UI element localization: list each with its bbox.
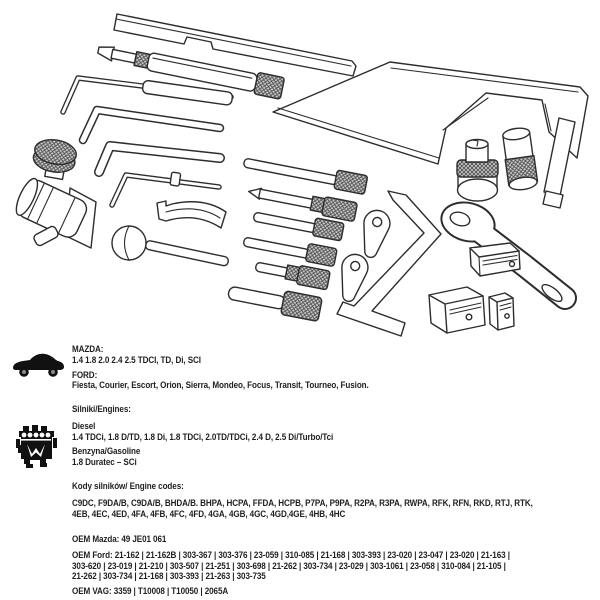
oem-ford-line: 21-262 | 303-734 | 21-168 | 303-393 | 21-263 | 303-735 bbox=[72, 571, 266, 582]
diesel-label: Diesel bbox=[72, 420, 96, 431]
small-block bbox=[489, 293, 514, 330]
ford-label: FORD: bbox=[72, 369, 98, 380]
petrol-value: 1.8 Duratec – SCi bbox=[72, 457, 137, 468]
ball-handle-pin bbox=[112, 226, 229, 266]
petrol-label: Benzyna/Gasoline bbox=[72, 446, 141, 457]
engine-codes-line: C9DC, F9DA/B, C9DA/B, BHDA/B. BHPA, HCPA, FFDA, HCPB, P7PA, P9PA, R2PA, R3PA, RWPA, RFK, RFN, RKD, RTJ, RTK, bbox=[72, 497, 533, 508]
timing-plate bbox=[273, 62, 588, 164]
mazda-models: 1.4 1.8 2.0 2.4 2.5 TDCI, TD, Di, SCI bbox=[72, 354, 201, 365]
ford-models: Fiesta, Courier, Escort, Orion, Sierra, Mondeo, Focus, Transit, Tourneo, Fusion. bbox=[72, 380, 369, 391]
hex-key-3 bbox=[99, 146, 220, 172]
oem-ford-line: 303-620 | 23-019 | 21-210 | 303-507 | 21-251 | 303-698 | 21-262 | 303-734 | 23-029 | 303-1061 | 23-058 | 310-084 | 21-105 | bbox=[72, 560, 506, 571]
belt-tensioner-tool bbox=[12, 137, 96, 248]
teardrop-plate-1 bbox=[357, 208, 392, 260]
engines-section bbox=[72, 404, 333, 468]
hex-key-2 bbox=[83, 110, 220, 140]
flat-strip bbox=[543, 118, 575, 208]
oem-vag: OEM VAG: 3359 | T10008 | T10050 | 2065A bbox=[72, 586, 229, 597]
knurled-pin-tall bbox=[501, 126, 538, 191]
diesel-value: 1.4 TDCi, 1.8 D/TD, 1.8 Di, 1.8 TDCi, 2.0TD/TDCi, 2.4 D, 2.5 Di/Turbo/Tci bbox=[72, 431, 334, 442]
knurled-pin-short bbox=[457, 140, 498, 202]
oem-ford-line: OEM Ford: 21-162 | 21-162B | 303-367 | 303-376 | 23-059 | 310-085 | 21-168 | 303-393 | 23-020 | 23-047 | 23-020 | 21-163 | bbox=[72, 549, 510, 560]
oem-section bbox=[72, 534, 510, 597]
oem-mazda: OEM Mazda: 49 JE01 061 bbox=[72, 534, 167, 544]
engine-icon bbox=[16, 423, 57, 469]
hex-key-4 bbox=[112, 172, 219, 205]
mazda-label: MAZDA: bbox=[72, 344, 104, 354]
car-icon bbox=[11, 351, 65, 378]
vehicles-section bbox=[72, 344, 369, 391]
engine-codes-title: Kody silników/ Engine codes: bbox=[72, 481, 184, 491]
step-block bbox=[429, 287, 485, 333]
engine-codes-section bbox=[72, 481, 533, 519]
curved-wedge bbox=[157, 201, 226, 228]
engines-title: Silniki/Engines: bbox=[72, 404, 131, 414]
engine-codes-line: 4EB, 4EC, 4ED, 4FA, 4FB, 4FC, 4FD, 4GA, 4GB, 4GC, 4GD,4GE, 4HB, 4HC bbox=[72, 508, 346, 519]
